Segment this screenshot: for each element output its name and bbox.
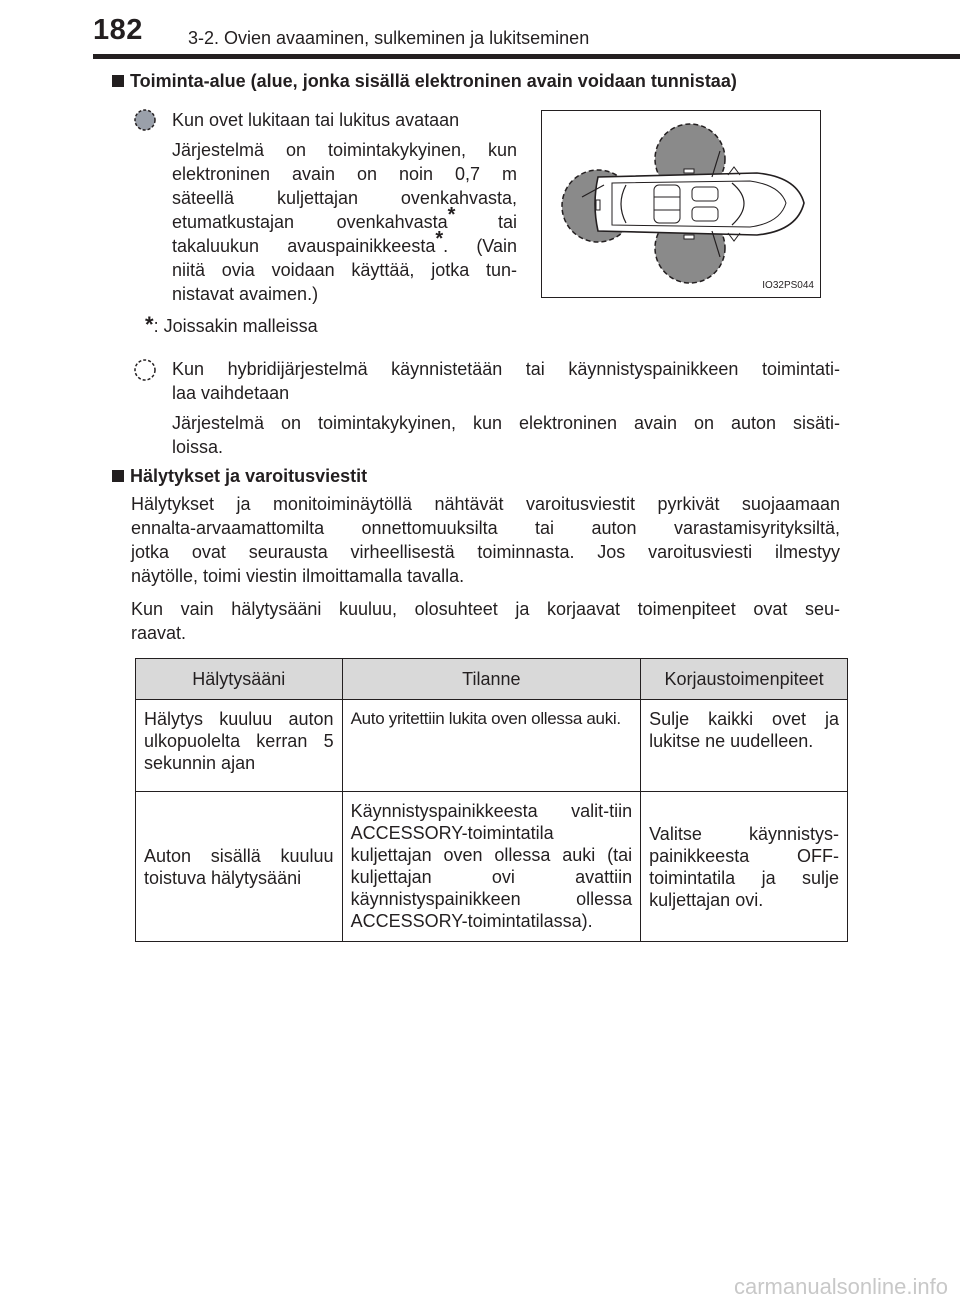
- car-top-view-illustration: [542, 111, 819, 296]
- table-cell: Sulje kaikki ovet ja lukitse ne uudelleen.: [641, 700, 848, 792]
- table-cell: Auton sisällä kuuluu toistuva hälytysääni: [136, 792, 343, 942]
- table-cell: Käynnistyspainikkeesta valit-tiin ACCESSORY-toimintatila kuljettajan oven ollessa auki (tai kuljettajan ovi avattiin käynnistyspainikkeen ollessa ACCESSORY-toimintatilassa).: [342, 792, 641, 942]
- table-row: [136, 792, 848, 942]
- chapter-title: 3-2. Ovien avaaminen, sulkeminen ja lukitseminen: [188, 28, 590, 48]
- text-segment: etumatkustajan ovenkahvasta: [172, 212, 448, 232]
- body-line: Järjestelmä on toimintakykyinen, kun: [172, 140, 517, 160]
- asterisk-mark: *: [435, 228, 444, 250]
- column-header: Hälytysääni: [136, 659, 343, 700]
- body-line: jotka ovat seurausta virheellisestä toiminnasta. Jos varoitusviesti ilmestyy: [131, 542, 840, 562]
- column-header: Tilanne: [342, 659, 641, 700]
- section-heading-range: [112, 71, 737, 92]
- alarm-table: [135, 658, 848, 942]
- figure-code: IO32PS044: [762, 280, 814, 291]
- square-bullet-icon: [112, 470, 124, 482]
- body-line: Kun vain hälytysääni kuuluu, olosuhteet ja korjaavat toimenpiteet ovat seu-: [131, 599, 840, 619]
- body-line: nistavat avaimen.): [172, 284, 319, 304]
- body-line: säteellä kuljettajan ovenkahvasta,: [172, 188, 517, 208]
- text-segment: tai: [455, 212, 517, 232]
- section-title: Hälytykset ja varoitusviestit: [130, 466, 368, 486]
- body-line: ennalta-arvaamattomilta onnettomuuksilta tai auton varastamisyrityksiltä,: [131, 518, 840, 538]
- column-header: Korjaustoimenpiteet: [641, 659, 848, 700]
- filled-circle-icon: [133, 108, 157, 132]
- body-line: Hälytykset ja monitoiminäytöllä nähtävät varoitusviestit pyrkivät suojaamaan: [131, 494, 840, 514]
- table-cell: Valitse käynnistys-painikkeesta OFF-toimintatila ja sulje kuljettajan ovi.: [641, 792, 848, 942]
- watermark: carmanualsonline.info: [733, 1274, 948, 1299]
- page-number: 182: [93, 14, 143, 46]
- item1-heading: Kun ovet lukitaan tai lukitus avataan: [172, 110, 460, 130]
- asterisk-mark: *: [447, 204, 456, 226]
- body-line: loissa.: [172, 437, 224, 457]
- item2-heading: [172, 357, 840, 405]
- item2-body: [172, 411, 840, 459]
- car-range-figure: [541, 110, 821, 298]
- outline-circle-icon: [133, 358, 157, 382]
- alarms-paragraph-1: [131, 492, 840, 588]
- body-line: [172, 204, 517, 234]
- body-line: elektroninen avain on noin 0,7 m: [172, 164, 517, 184]
- text-segment: takaluukun avauspainikkeesta: [172, 236, 436, 256]
- section-title: Toiminta-alue (alue, jonka sisällä elektroninen avain voidaan tunnistaa): [130, 71, 737, 91]
- body-line: näytölle, toimi viestin ilmoittamalla tavalla.: [131, 566, 465, 586]
- footnote: [145, 312, 318, 338]
- table-header-row: [136, 659, 848, 700]
- table-cell: Auto yritettiin lukita oven ollessa auki.: [342, 700, 641, 792]
- body-line: raavat.: [131, 623, 187, 643]
- asterisk-mark: *: [145, 312, 154, 337]
- header-rule: [93, 54, 960, 59]
- table-row: [136, 700, 848, 792]
- body-line: [172, 228, 517, 258]
- text-segment: . (Vain: [443, 236, 517, 256]
- body-line: niitä ovia voidaan käyttää, jotka tun-: [172, 260, 517, 280]
- footnote-text: : Joissakin malleissa: [153, 316, 318, 336]
- body-line: Järjestelmä on toimintakykyinen, kun elektroninen avain on auton sisäti-: [172, 413, 840, 433]
- alarms-paragraph-2: [131, 597, 840, 645]
- heading-line: laa vaihdetaan: [172, 383, 290, 403]
- square-bullet-icon: [112, 75, 124, 87]
- heading-line: Kun hybridijärjestelmä käynnistetään tai käynnistyspainikkeen toimintati-: [172, 359, 840, 379]
- table-cell: Hälytys kuuluu auton ulkopuolelta kerran 5 sekunnin ajan: [136, 700, 343, 792]
- item1-body: [172, 138, 517, 306]
- section-heading-alarms: [112, 466, 367, 487]
